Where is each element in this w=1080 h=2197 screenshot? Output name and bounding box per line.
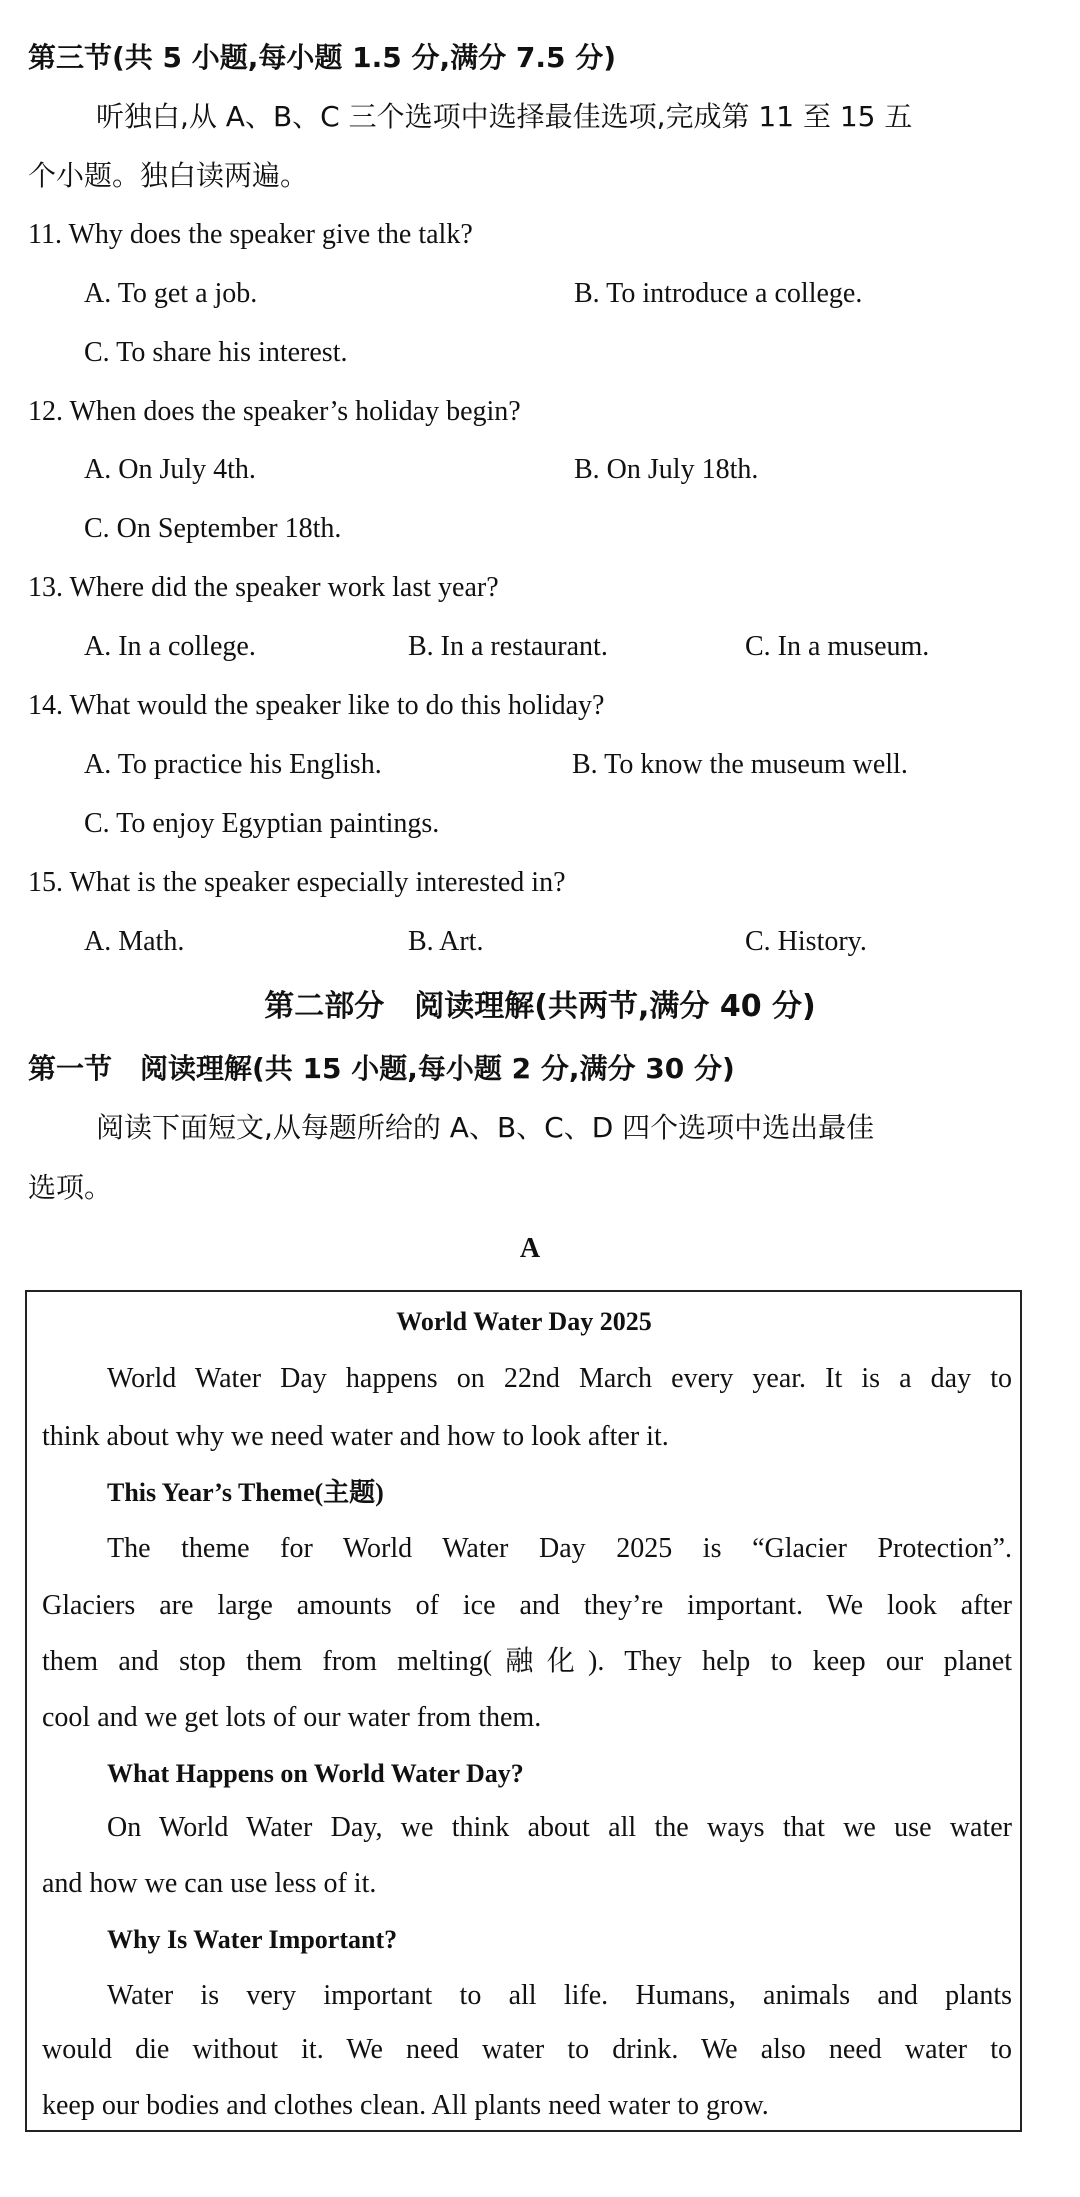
option-12c: C. On September 18th. [84,513,342,544]
passage-title: World Water Day 2025 [396,1307,652,1336]
option-13b: B. In a restaurant. [408,631,608,662]
passage-line: them and stop them from melting(融化). They help to keep our planet [42,1646,1012,1677]
section3-heading: 第三节(共 5 小题,每小题 1.5 分,满分 7.5 分) [28,41,617,74]
option-15c: C. History. [745,926,867,957]
option-11c: C. To share his interest. [84,337,348,368]
option-14a: A. To practice his English. [84,749,382,780]
subheading-why-important: Why Is Water Important? [107,1925,398,1954]
passage-line: think about why we need water and how to look after it. [42,1421,669,1452]
option-15b: B. Art. [408,926,484,957]
question-13: 13. Where did the speaker work last year? [28,572,499,603]
subheading-theme: This Year’s Theme(主题) [107,1478,384,1507]
section3-instruction-cont: 个小题。独白读两遍。 [28,159,309,192]
part2-instruction: 阅读下面短文,从每题所给的 A、B、C、D 四个选项中选出最佳 [96,1111,875,1144]
passage-line: The theme for World Water Day 2025 is “Glacier Protection”. [107,1533,1012,1564]
part2-instruction-cont: 选项。 [28,1171,113,1204]
passage-line: Water is very important to all life. Humans, animals and plants [107,1980,1012,2011]
option-11a: A. To get a job. [84,278,258,309]
passage-label: A [519,1233,541,1264]
section1-heading: 第一节 阅读理解(共 15 小题,每小题 2 分,满分 30 分) [28,1052,735,1085]
section3-instruction: 听独白,从 A、B、C 三个选项中选择最佳选项,完成第 11 至 15 五 [96,100,913,133]
question-15: 15. What is the speaker especially interested in? [28,867,566,898]
passage-line: On World Water Day, we think about all the ways that we use water [107,1812,1012,1843]
option-15a: A. Math. [84,926,185,957]
option-13c: C. In a museum. [745,631,930,662]
passage-line: cool and we get lots of our water from them. [42,1702,542,1733]
option-14c: C. To enjoy Egyptian paintings. [84,808,440,839]
option-11b: B. To introduce a college. [574,278,863,309]
subheading-what-happens: What Happens on World Water Day? [107,1759,524,1788]
option-13a: A. In a college. [84,631,256,662]
passage-line: World Water Day happens on 22nd March every year. It is a day to [107,1363,1012,1394]
passage-line: Glaciers are large amounts of ice and they’re important. We look after [42,1590,1012,1621]
passage-line: would die without it. We need water to drink. We also need water to [42,2034,1012,2065]
part2-heading: 第二部分 阅读理解(共两节,满分 40 分) [264,989,816,1024]
passage-line: keep our bodies and clothes clean. All plants need water to grow. [42,2090,769,2121]
passage-line: and how we can use less of it. [42,1868,377,1899]
question-14: 14. What would the speaker like to do this holiday? [28,690,605,721]
question-12: 12. When does the speaker’s holiday begin? [28,396,521,427]
question-11: 11. Why does the speaker give the talk? [28,219,473,250]
option-12a: A. On July 4th. [84,454,256,485]
option-14b: B. To know the museum well. [572,749,908,780]
option-12b: B. On July 18th. [574,454,759,485]
